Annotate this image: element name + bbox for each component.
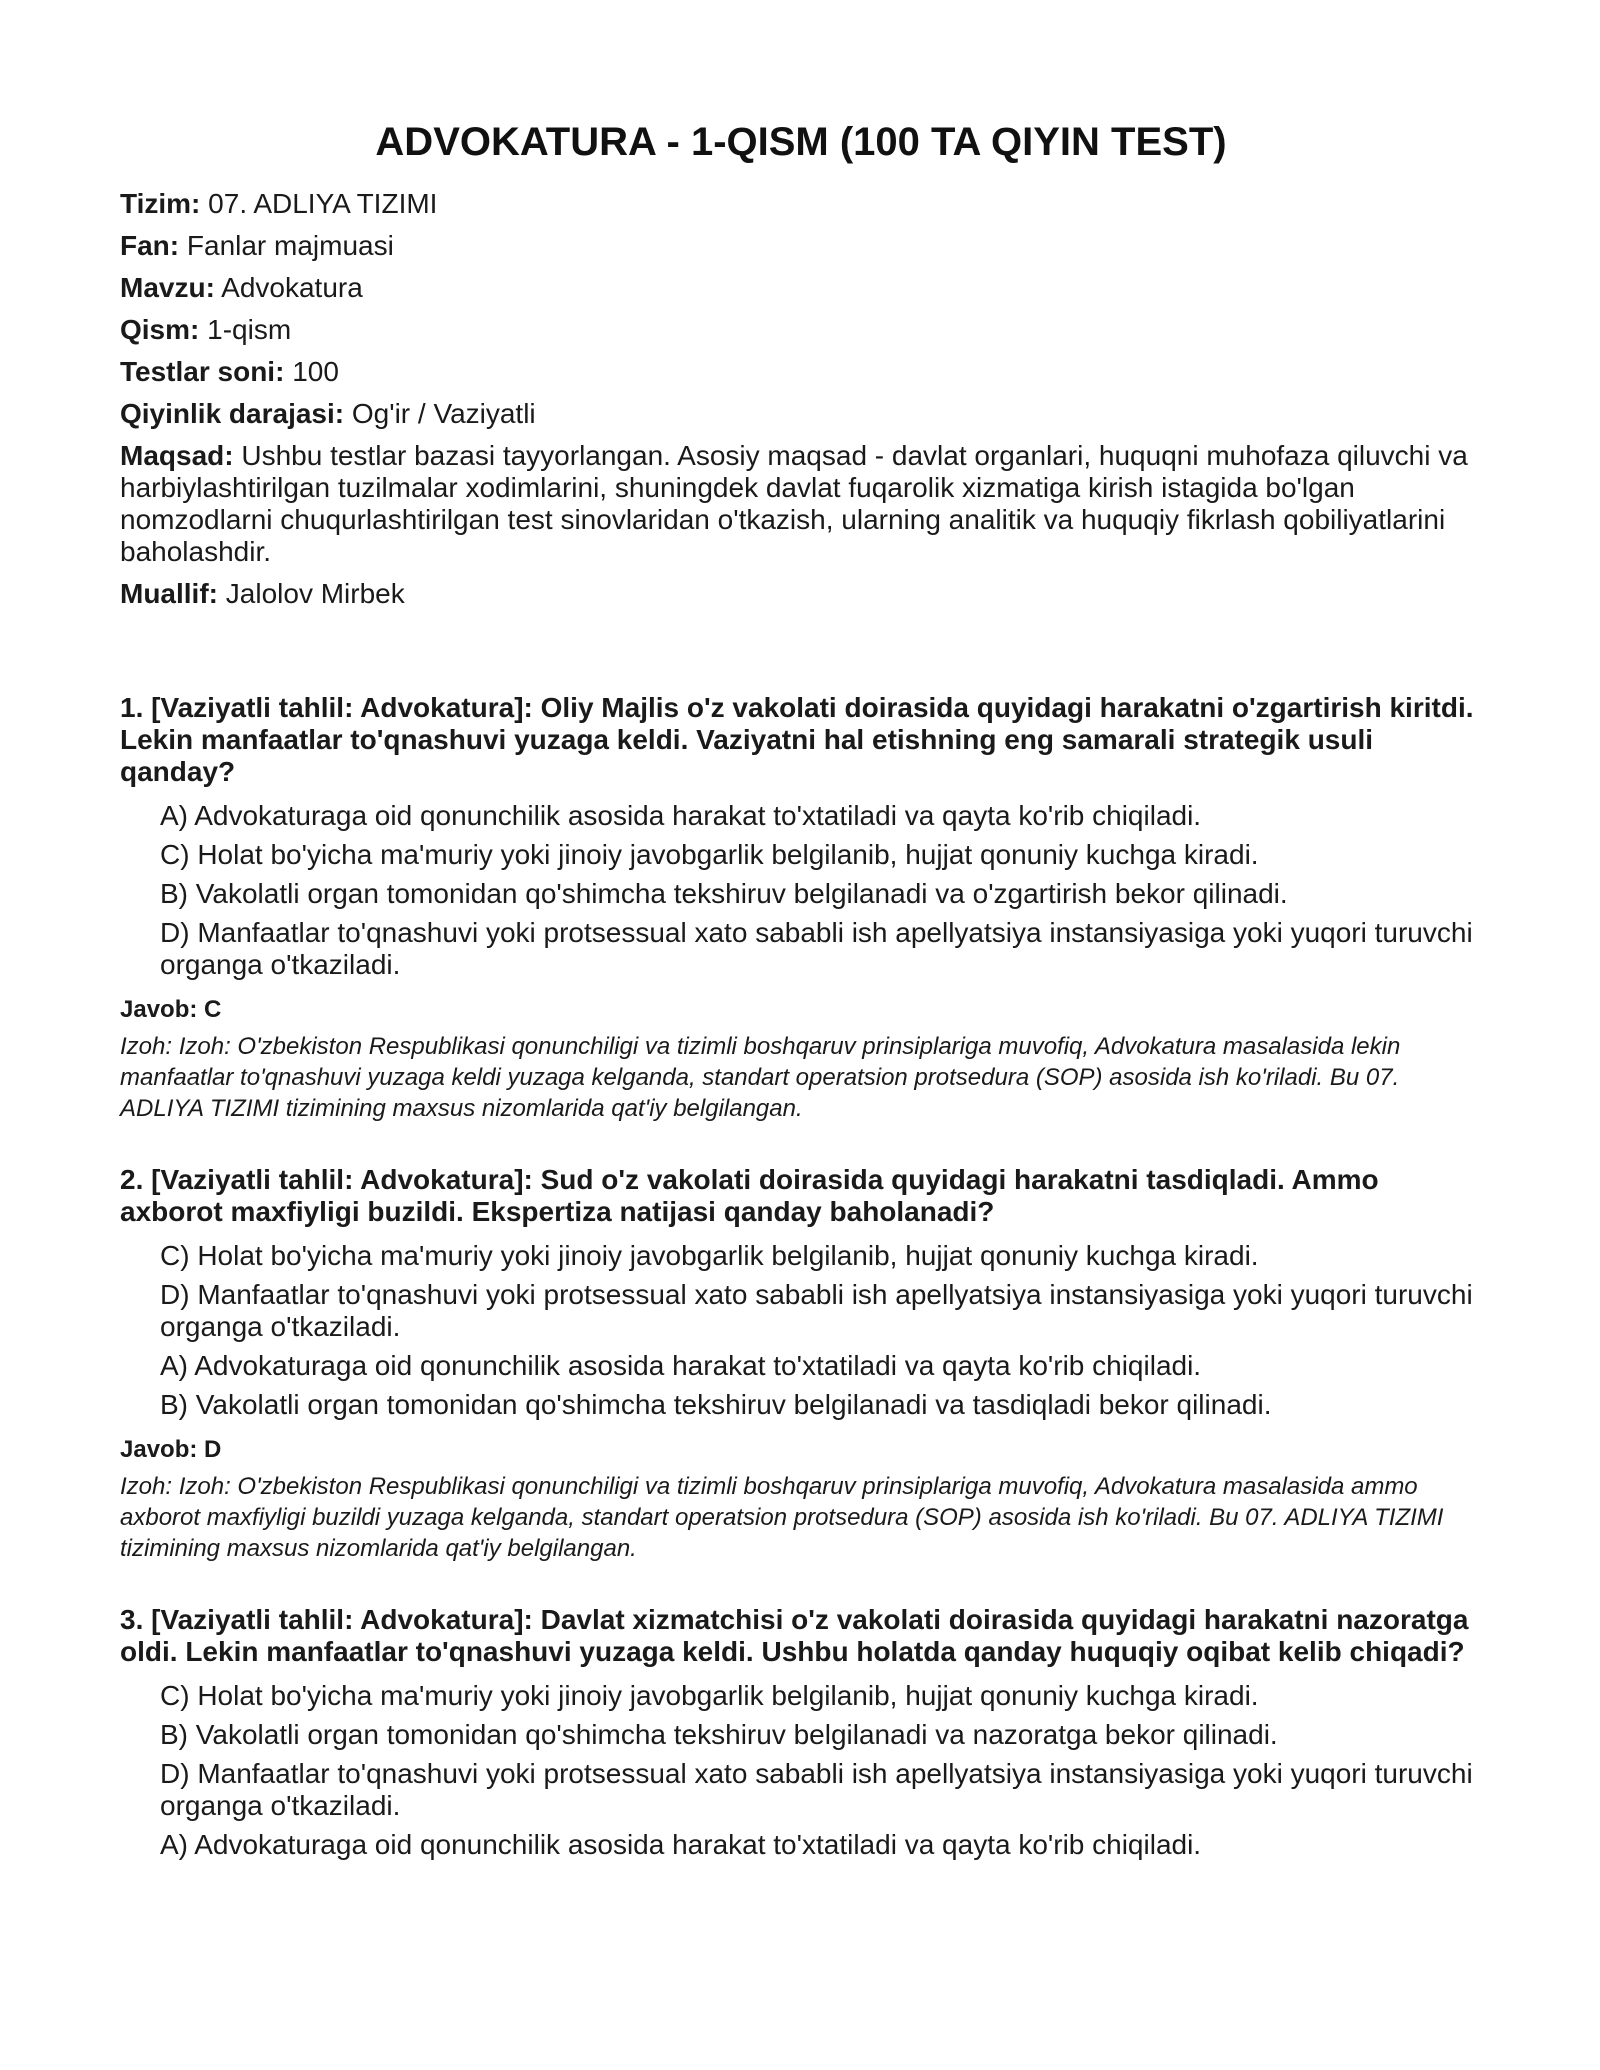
- meta-value: Ushbu testlar bazasi tayyorlangan. Asosiy maqsad - davlat organlari, huquqni muhofaza qiluvchi va harbiylashtirilgan tuzilmalar xodimlarini, shuningdek davlat fuqarolik xizmatiga kirish istagida bo'lgan nomzodlarni chuqurlashtirilgan test sinovlaridan o'tkazish, ularning analitik va huquqiy fikrlash qobiliyatlarini baholashdir.: [120, 440, 1468, 567]
- document-title: ADVOKATURA - 1-QISM (100 TA QIYIN TEST): [375, 120, 1227, 164]
- explanation: Izoh: Izoh: O'zbekiston Respublikasi qonunchiligi va tizimli boshqaruv prinsiplariga muvofiq, Advokatura masalasida ammo axborot maxfiyligi buzildi yuzaga kelganda, standart operatsion protsedura (SOP) asosida ish ko'riladi. Bu 07. ADLIYA TIZIMI tizimining maxsus nizomlarida qat'iy belgilangan.: [120, 1473, 1444, 1562]
- answer-option: C) Holat bo'yicha ma'muriy yoki jinoiy javobgarlik belgilanib, hujjat qonuniy kuchga kiradi.: [160, 1680, 1259, 1711]
- question-2: [120, 1164, 1482, 1564]
- meta-fan: [120, 230, 1482, 262]
- answer-option: C) Holat bo'yicha ma'muriy yoki jinoiy javobgarlik belgilanib, hujjat qonuniy kuchga kiradi.: [160, 1240, 1259, 1271]
- answer-option: D) Manfaatlar to'qnashuvi yoki protsessual xato sababli ish apellyatsiya instansiyasiga yoki yuqori turuvchi organga o'tkaziladi.: [160, 1758, 1473, 1821]
- meta-qiyinlik: [120, 398, 1482, 430]
- correct-answer: Javob: C: [120, 996, 222, 1023]
- answer-option: C) Holat bo'yicha ma'muriy yoki jinoiy javobgarlik belgilanib, hujjat qonuniy kuchga kiradi.: [160, 839, 1259, 870]
- meta-key: Qiyinlik darajasi:: [120, 398, 345, 429]
- answer-option: A) Advokaturaga oid qonunchilik asosida harakat to'xtatiladi va qayta ko'rib chiqiladi.: [160, 800, 1202, 831]
- answer-option: D) Manfaatlar to'qnashuvi yoki protsessual xato sababli ish apellyatsiya instansiyasiga yoki yuqori turuvchi organga o'tkaziladi.: [160, 1279, 1473, 1342]
- meta-qism: [120, 314, 1482, 346]
- meta-key: Qism:: [120, 314, 200, 345]
- question-heading: 3. [Vaziyatli tahlil: Advokatura]: Davlat xizmatchisi o'z vakolati doirasida quyidagi harakatni nazoratga oldi. Lekin manfaatlar to'qnashuvi yuzaga keldi. Ushbu holatda qanday huquqiy oqibat kelib chiqadi?: [120, 1604, 1469, 1667]
- meta-mavzu: [120, 272, 1482, 304]
- meta-key: Maqsad:: [120, 440, 234, 471]
- meta-value: 07. ADLIYA TIZIMI: [208, 188, 438, 219]
- meta-value: 100: [292, 356, 339, 387]
- answer-option: B) Vakolatli organ tomonidan qo'shimcha tekshiruv belgilanadi va o'zgartirish bekor qilinadi.: [160, 878, 1288, 909]
- answer-option: A) Advokaturaga oid qonunchilik asosida harakat to'xtatiladi va qayta ko'rib chiqiladi.: [160, 1350, 1202, 1381]
- meta-value: Advokatura: [221, 272, 363, 303]
- explanation: Izoh: Izoh: O'zbekiston Respublikasi qonunchiligi va tizimli boshqaruv prinsiplariga muvofiq, Advokatura masalasida lekin manfaatlar to'qnashuvi yuzaga keldi yuzaga kelganda, standart operatsion protsedura (SOP) asosida ish ko'riladi. Bu 07. ADLIYA TIZIMI tizimining maxsus nizomlarida qat'iy belgilangan.: [120, 1033, 1401, 1122]
- meta-muallif: [120, 578, 1482, 610]
- meta-value: Jalolov Mirbek: [225, 578, 405, 609]
- metadata-block: [120, 188, 1482, 610]
- meta-key: Tizim:: [120, 188, 201, 219]
- question-3: [120, 1604, 1482, 1861]
- meta-key: Muallif:: [120, 578, 218, 609]
- meta-maqsad: [120, 440, 1482, 568]
- questions-list: [120, 692, 1482, 1861]
- meta-tizim: [120, 188, 1482, 220]
- question-heading: 2. [Vaziyatli tahlil: Advokatura]: Sud o'z vakolati doirasida quyidagi harakatni tasdiqladi. Ammo axborot maxfiyligi buzildi. Ekspertiza natijasi qanday baholanadi?: [120, 1164, 1379, 1227]
- answer-option: B) Vakolatli organ tomonidan qo'shimcha tekshiruv belgilanadi va tasdiqladi bekor qilinadi.: [160, 1389, 1272, 1420]
- meta-value: Og'ir / Vaziyatli: [351, 398, 536, 429]
- question-heading: 1. [Vaziyatli tahlil: Advokatura]: Oliy Majlis o'z vakolati doirasida quyidagi harakatni o'zgartirish kiritdi. Lekin manfaatlar to'qnashuvi yuzaga keldi. Vaziyatni hal etishning eng samarali strategik usuli qanday?: [120, 692, 1474, 787]
- answer-option: B) Vakolatli organ tomonidan qo'shimcha tekshiruv belgilanadi va nazoratga bekor qilinadi.: [160, 1719, 1278, 1750]
- meta-key: Testlar soni:: [120, 356, 285, 387]
- meta-key: Mavzu:: [120, 272, 215, 303]
- correct-answer: Javob: D: [120, 1436, 222, 1463]
- answer-option: A) Advokaturaga oid qonunchilik asosida harakat to'xtatiladi va qayta ko'rib chiqiladi.: [160, 1829, 1202, 1860]
- meta-value: Fanlar majmuasi: [186, 230, 394, 261]
- question-1: [120, 692, 1482, 1124]
- meta-key: Fan:: [120, 230, 180, 261]
- meta-value: 1-qism: [207, 314, 292, 345]
- meta-testlar-soni: [120, 356, 1482, 388]
- answer-option: D) Manfaatlar to'qnashuvi yoki protsessual xato sababli ish apellyatsiya instansiyasiga yoki yuqori turuvchi organga o'tkaziladi.: [160, 917, 1473, 980]
